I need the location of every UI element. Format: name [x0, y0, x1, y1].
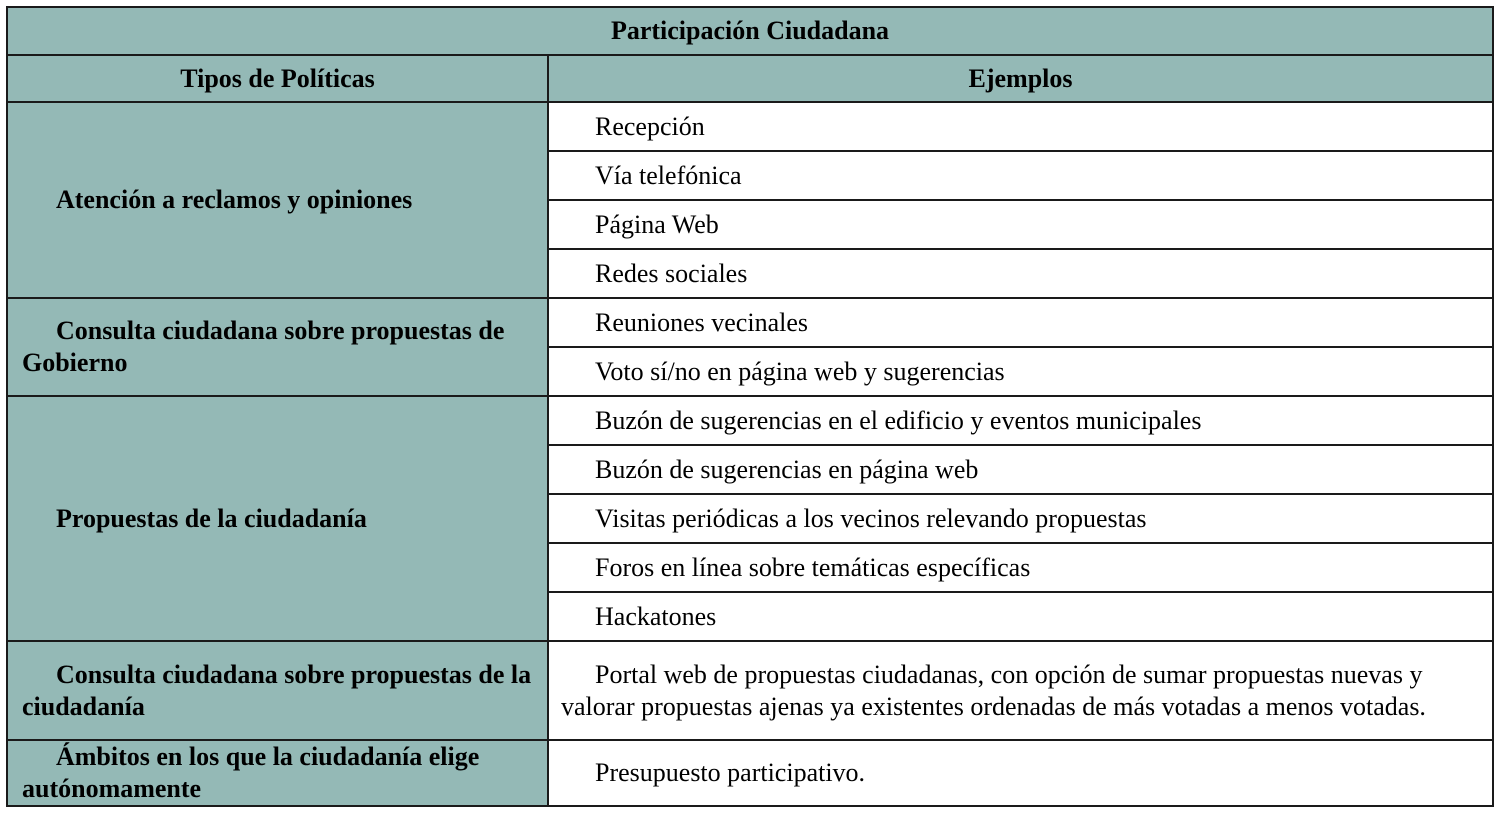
example-cell: Voto sí/no en página web y sugerencias	[548, 347, 1493, 396]
policy-category: Consulta ciudadana sobre propuestas de Gobierno	[7, 298, 548, 396]
table-row	[7, 641, 1493, 740]
example-cell: Presupuesto participativo.	[548, 740, 1493, 806]
example-cell: Reuniones vecinales	[548, 298, 1493, 347]
table-title: Participación Ciudadana	[7, 7, 1493, 55]
header-examples: Ejemplos	[548, 55, 1493, 102]
table-row	[7, 740, 1493, 806]
policy-category: Atención a reclamos y opiniones	[7, 102, 548, 298]
example-cell: Redes sociales	[548, 249, 1493, 298]
policy-category: Ámbitos en los que la ciudadanía elige autónomamente	[7, 740, 548, 806]
example-cell: Hackatones	[548, 592, 1493, 641]
example-cell: Buzón de sugerencias en página web	[548, 445, 1493, 494]
example-cell: Visitas periódicas a los vecinos relevando propuestas	[548, 494, 1493, 543]
table-row	[7, 298, 1493, 347]
table-title-row	[7, 7, 1493, 55]
table-row	[7, 102, 1493, 151]
table-header-row	[7, 55, 1493, 102]
header-policy-types: Tipos de Políticas	[7, 55, 548, 102]
example-cell: Portal web de propuestas ciudadanas, con opción de sumar propuestas nuevas y valorar propuestas ajenas ya existentes ordenadas de más votadas a menos votadas.	[548, 641, 1493, 740]
example-cell: Página Web	[548, 200, 1493, 249]
policy-category: Propuestas de la ciudadanía	[7, 396, 548, 641]
example-cell: Foros en línea sobre temáticas específicas	[548, 543, 1493, 592]
example-cell: Vía telefónica	[548, 151, 1493, 200]
policy-category: Consulta ciudadana sobre propuestas de la ciudadanía	[7, 641, 548, 740]
participation-table	[6, 6, 1494, 807]
example-cell: Buzón de sugerencias en el edificio y eventos municipales	[548, 396, 1493, 445]
document-page	[6, 6, 1494, 807]
example-cell: Recepción	[548, 102, 1493, 151]
table-row	[7, 396, 1493, 445]
